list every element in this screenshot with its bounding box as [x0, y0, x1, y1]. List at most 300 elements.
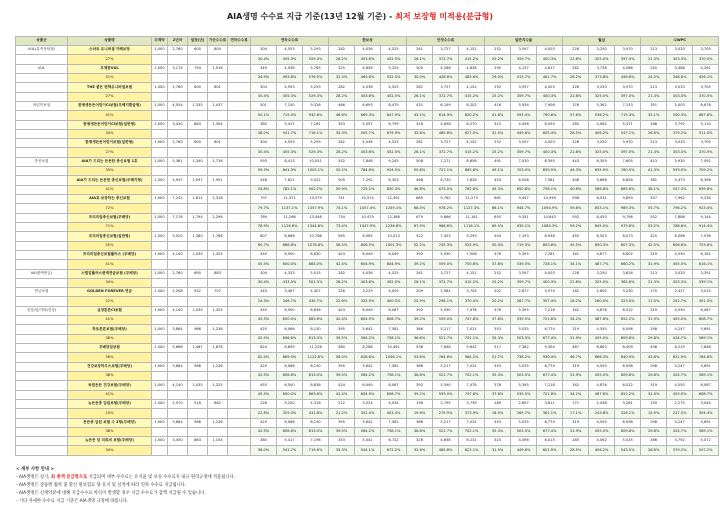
value-cell: 600 — [188, 83, 208, 92]
value-cell: 4,140 — [168, 306, 188, 315]
value-cell: 806.7% — [381, 316, 407, 325]
value-cell: 60.7% — [251, 241, 277, 250]
value-cell: 372.7% — [433, 55, 459, 64]
value-cell: 1,916 — [208, 64, 228, 73]
value-cell — [188, 222, 208, 231]
value-cell: 639.8% — [693, 185, 719, 194]
value-cell: 303.3% — [667, 55, 693, 64]
value-cell: 346.7% — [277, 297, 303, 306]
value-cell: 2,760 — [168, 46, 188, 55]
product-cell: 한평생든든어린이CI보험(일반형) — [68, 120, 152, 129]
value-cell: 801 — [208, 83, 228, 92]
value-cell: 517 — [485, 344, 511, 353]
value-cell: 1,000 — [152, 101, 168, 110]
value-cell: 3,864 — [168, 418, 188, 427]
value-cell: 715.3% — [615, 111, 641, 120]
value-cell: 8,479 — [381, 101, 407, 110]
value-cell: 703.0% — [511, 167, 537, 176]
value-cell: 5,642 — [355, 362, 381, 371]
value-cell: 325.0% — [589, 92, 615, 101]
value-cell: 7,848 — [355, 157, 381, 166]
value-cell: 37.8% — [485, 316, 511, 325]
value-cell: 3,033 — [667, 83, 693, 92]
value-cell: 4,876 — [589, 306, 615, 315]
value-cell — [152, 297, 168, 306]
page-title: AIA생명 수수료 지급 기준(13년 12월 기준) - 최저 보장형 미적용(분급형) — [226, 12, 494, 21]
value-cell: 966 — [188, 418, 208, 427]
value-cell: 366 — [407, 362, 433, 371]
value-cell: 501 — [251, 101, 277, 110]
value-cell: 796.2% — [667, 204, 693, 213]
value-cell: 3,574 — [537, 288, 563, 297]
value-cell: 353 — [485, 325, 511, 334]
value-cell: 8,130 — [303, 325, 329, 334]
value-cell: 46.6% — [329, 111, 355, 120]
value-cell: 279.5% — [433, 409, 459, 418]
value-cell: 28.2% — [329, 55, 355, 64]
value-cell: 209 — [407, 288, 433, 297]
value-cell: 24.5% — [641, 73, 667, 82]
value-cell: 727.1% — [433, 167, 459, 176]
value-cell: 9,144 — [693, 213, 719, 222]
value-cell: 1357.9% — [303, 204, 329, 213]
value-cell: 650.0% — [277, 316, 303, 325]
value-cell — [228, 129, 251, 138]
product-cell: 41% — [68, 185, 152, 194]
value-cell: 455.0% — [589, 334, 615, 343]
value-cell: 788.6% — [667, 222, 693, 231]
value-cell: 6,500 — [277, 306, 303, 315]
category-cell: 어린이보험 — [16, 101, 68, 110]
value-cell: 12,368 — [381, 213, 407, 222]
value-cell: 431 — [407, 101, 433, 110]
table-header-cell: 가산수수료 — [208, 37, 228, 46]
value-cell: 465.8% — [355, 73, 381, 82]
value-cell: 6,049 — [355, 306, 381, 315]
value-cell: 42.5% — [251, 334, 277, 343]
value-cell: 503.5% — [511, 427, 537, 436]
value-cell: 413.7% — [511, 73, 537, 82]
value-cell: 31.9% — [641, 260, 667, 269]
value-cell — [188, 297, 208, 306]
value-cell: 758.1% — [381, 334, 407, 343]
value-cell — [228, 55, 251, 64]
value-cell: 79.7% — [251, 204, 277, 213]
value-cell — [228, 362, 251, 371]
value-cell: 539.5% — [511, 260, 537, 269]
value-cell — [168, 222, 188, 231]
value-cell: 764.8% — [433, 353, 459, 362]
value-cell — [228, 260, 251, 269]
value-cell: 1,000 — [152, 83, 168, 92]
product-cell: AIA로 보장하는 종신보험 — [68, 195, 152, 204]
value-cell: 339.1% — [693, 278, 719, 287]
value-cell — [228, 297, 251, 306]
value-cell — [188, 278, 208, 287]
value-cell: 650.0% — [277, 390, 303, 399]
value-cell: 586.8% — [589, 185, 615, 194]
category-cell — [16, 399, 68, 408]
value-cell: 10,479 — [355, 213, 381, 222]
table-header-cell: 상품명 — [68, 37, 152, 46]
value-cell: 650.0% — [277, 260, 303, 269]
value-cell: 4,036 — [355, 139, 381, 148]
value-cell: 1,304 — [208, 120, 228, 129]
value-cell: 35.3% — [485, 427, 511, 436]
value-cell: 925.9% — [459, 241, 485, 250]
note-text: - AIA생명은 신계약분에 대해 지급수수료 차익이 발생할 경우 지급 수수료가 감액 지급될 수 있습니다. — [16, 491, 206, 496]
value-cell: 353 — [485, 362, 511, 371]
value-cell: 5,362 — [589, 101, 615, 110]
value-cell: 3,792 — [667, 120, 693, 129]
value-cell: 17.1% — [563, 409, 589, 418]
value-cell: 465.8% — [433, 129, 459, 138]
value-cell: 660.2% — [615, 260, 641, 269]
value-cell: 7,478 — [459, 381, 485, 390]
value-cell: 298 — [641, 325, 667, 334]
value-cell — [228, 446, 251, 456]
value-cell — [168, 316, 188, 325]
value-cell: 282 — [329, 269, 355, 278]
value-cell: 883 — [208, 269, 228, 278]
value-cell: 1,000 — [152, 157, 168, 166]
value-cell: 623.1% — [459, 446, 485, 456]
value-cell: 1,325 — [208, 306, 228, 315]
value-cell: 45.5% — [251, 260, 277, 269]
value-cell — [168, 241, 188, 250]
value-cell: 37.8% — [485, 390, 511, 399]
value-cell: 26.1% — [407, 92, 433, 101]
value-cell: 372.7% — [433, 92, 459, 101]
value-cell: 8,658 — [459, 157, 485, 166]
value-cell: 839.5% — [537, 167, 563, 176]
value-cell: 989.3% — [615, 204, 641, 213]
value-cell: 6,663 — [589, 344, 615, 353]
value-cell: 359.7% — [511, 148, 537, 157]
value-cell: 34.2% — [563, 390, 589, 399]
value-cell — [228, 250, 251, 259]
value-cell: 1,236 — [208, 362, 228, 371]
product-cell: AIA가 드리는 든든한 종신보험 1호 — [68, 157, 152, 166]
value-cell: 7,292 — [355, 176, 381, 185]
value-cell: 4,658 — [433, 437, 459, 446]
value-cell: 6,098 — [615, 418, 641, 427]
value-cell: 2,427 — [667, 288, 693, 297]
value-cell: 529.3% — [303, 92, 329, 101]
value-cell — [228, 101, 251, 110]
value-cell: 2,981 — [433, 288, 459, 297]
value-cell: 1249.1% — [381, 204, 407, 213]
value-cell: 5,417 — [277, 120, 303, 129]
value-cell: 7,478 — [459, 306, 485, 315]
value-cell: 7,241 — [168, 195, 188, 204]
value-cell: 709.2% — [693, 167, 719, 176]
value-cell: 7,030 — [511, 157, 537, 166]
value-cell: 1,340 — [188, 157, 208, 166]
value-cell: 593.4% — [511, 111, 537, 120]
value-cell: 505.7% — [355, 129, 381, 138]
value-cell: 304 — [251, 46, 277, 55]
value-cell: 487.6% — [589, 390, 615, 399]
table-row — [16, 325, 719, 334]
value-cell: 1,000 — [152, 195, 168, 204]
value-cell: 298 — [641, 418, 667, 427]
value-cell: 243 — [251, 288, 277, 297]
value-cell: 2,208 — [168, 288, 188, 297]
table-row — [16, 409, 719, 418]
value-cell: 319 — [563, 362, 589, 371]
value-cell: 840.9% — [615, 353, 641, 362]
value-cell: 702.1% — [459, 427, 485, 436]
value-cell: 738.2% — [511, 353, 537, 362]
value-cell: 6,500 — [277, 381, 303, 390]
value-cell: 5,395 — [511, 306, 537, 315]
value-cell: 789 — [251, 213, 277, 222]
table-row — [16, 204, 719, 213]
value-cell: 6,602 — [615, 250, 641, 259]
value-cell: 20.2% — [485, 297, 511, 306]
value-cell: 304 — [251, 139, 277, 148]
category-cell — [16, 381, 68, 390]
value-cell: 923.4% — [693, 204, 719, 213]
value-cell: 536 — [407, 344, 433, 353]
value-cell: 9,666 — [433, 213, 459, 222]
value-cell — [168, 148, 188, 157]
value-cell: 266 — [641, 437, 667, 446]
value-cell: 426.1% — [693, 73, 719, 82]
value-cell: 323.0% — [615, 297, 641, 306]
product-cell: GOLDEN FOREVER 연금 — [68, 288, 152, 297]
value-cell: 750.6% — [459, 260, 485, 269]
value-cell: 966.6% — [433, 222, 459, 231]
value-cell: 679.9% — [381, 129, 407, 138]
value-cell — [228, 157, 251, 166]
value-cell — [228, 204, 251, 213]
value-cell: 466 — [329, 101, 355, 110]
value-cell: 552 — [188, 288, 208, 297]
value-cell: 315 — [485, 120, 511, 129]
value-cell: 8,073 — [615, 232, 641, 241]
value-cell: 707 — [208, 288, 228, 297]
value-cell: 1236.8% — [381, 222, 407, 231]
value-cell: 593 — [251, 157, 277, 166]
table-row — [16, 185, 719, 194]
value-cell: 6,066 — [277, 418, 303, 427]
value-cell — [152, 371, 168, 380]
value-cell: 9,762 — [433, 195, 459, 204]
value-cell: 5,435 — [615, 437, 641, 446]
value-cell: 261 — [407, 269, 433, 278]
value-cell: 12,491 — [381, 195, 407, 204]
value-cell: 300 — [407, 64, 433, 73]
value-cell: 3,015 — [693, 288, 719, 297]
value-cell: 1,035 — [188, 250, 208, 259]
value-cell: 55.7% — [641, 204, 667, 213]
value-cell: 415.2% — [459, 278, 485, 287]
value-cell — [228, 427, 251, 436]
value-cell: 31.9% — [641, 390, 667, 399]
value-cell: 541.7% — [277, 129, 303, 138]
value-cell: 661 — [485, 195, 511, 204]
value-cell: 45.5% — [251, 316, 277, 325]
category-cell — [16, 185, 68, 194]
value-cell: 3,229 — [355, 288, 381, 297]
value-cell: 319 — [641, 306, 667, 315]
value-cell: 17.0% — [641, 297, 667, 306]
value-cell: 6,161 — [693, 250, 719, 259]
value-cell — [208, 353, 228, 362]
value-cell: 22.8% — [563, 148, 589, 157]
value-cell: 559.0% — [433, 260, 459, 269]
value-cell — [188, 371, 208, 380]
value-cell: 21.3% — [641, 55, 667, 64]
value-cell: 9,447 — [511, 195, 537, 204]
value-cell — [152, 148, 168, 157]
value-cell: 565 — [329, 232, 355, 241]
value-cell: 5,217 — [433, 418, 459, 427]
value-cell: 5,110 — [693, 120, 719, 129]
value-cell: 31.9% — [563, 334, 589, 343]
product-cell: 27% — [68, 92, 152, 101]
value-cell: 1094.9% — [537, 204, 563, 213]
value-cell: 600 — [188, 46, 208, 55]
value-cell: 282 — [329, 46, 355, 55]
value-cell: 1047.9% — [355, 222, 381, 231]
value-cell: 1,000 — [152, 418, 168, 427]
value-cell — [168, 73, 188, 82]
product-cell: 한평생든든어린이보험(일반형) — [68, 139, 152, 148]
value-cell: 3,705 — [693, 139, 719, 148]
value-cell: 35.3% — [485, 334, 511, 343]
value-cell: 493.8% — [277, 73, 303, 82]
value-cell: 4,550 — [667, 381, 693, 390]
value-cell: 20.9% — [407, 297, 433, 306]
value-cell: 182 — [563, 288, 589, 297]
table-row — [16, 446, 719, 456]
value-cell: 5,668 — [168, 344, 188, 353]
value-cell: 800 — [208, 46, 228, 55]
value-cell: 304 — [251, 269, 277, 278]
value-cell — [208, 446, 228, 456]
category-cell — [16, 222, 68, 231]
value-cell: 677.4% — [537, 334, 563, 343]
value-cell: 325 — [329, 64, 355, 73]
value-cell: 500.3% — [667, 111, 693, 120]
value-cell: 22.8% — [563, 278, 589, 287]
value-cell: 511.0% — [693, 129, 719, 138]
value-cell: 1,000 — [152, 120, 168, 129]
table-row — [16, 381, 719, 390]
value-cell: 55.2% — [329, 167, 355, 176]
value-cell — [228, 269, 251, 278]
note-line — [16, 482, 706, 490]
value-cell: 400.5% — [381, 297, 407, 306]
value-cell: 32.6% — [407, 129, 433, 138]
value-cell — [188, 148, 208, 157]
value-cell: 4,333 — [277, 269, 303, 278]
value-cell: 455.0% — [667, 260, 693, 269]
value-cell: 213 — [641, 46, 667, 55]
table-row — [16, 344, 719, 353]
value-cell: 5,691 — [693, 325, 719, 334]
value-cell — [228, 167, 251, 176]
value-cell: 9,234 — [693, 195, 719, 204]
value-cell: 7,886 — [667, 213, 693, 222]
value-cell — [168, 260, 188, 269]
value-cell — [228, 316, 251, 325]
value-cell: 290 — [485, 64, 511, 73]
value-cell: 28.2% — [329, 278, 355, 287]
table-row — [16, 176, 719, 185]
value-cell: 9,351 — [511, 213, 537, 222]
table-row — [16, 111, 719, 120]
value-cell: 7,605 — [615, 157, 641, 166]
value-cell: 213 — [641, 83, 667, 92]
value-cell: 4,152 — [459, 269, 485, 278]
value-cell: 6,270 — [459, 120, 485, 129]
product-cell: 41% — [68, 260, 152, 269]
value-cell: 13,446 — [303, 213, 329, 222]
value-cell: 7,962 — [667, 195, 693, 204]
value-cell: 784.8% — [355, 167, 381, 176]
value-cell: 357.4% — [537, 297, 563, 306]
value-cell — [208, 111, 228, 120]
value-cell: 758.1% — [537, 185, 563, 194]
value-cell: 3,450 — [168, 437, 188, 446]
value-cell: 504.1% — [355, 446, 381, 456]
value-cell: 3,250 — [277, 399, 303, 408]
value-cell: 5,035 — [511, 362, 537, 371]
value-cell: 976.2% — [433, 204, 459, 213]
value-cell: 5,217 — [433, 362, 459, 371]
value-cell: 31.9% — [563, 427, 589, 436]
note-text: - 기타 자세한 수수료 지급 기준은 AIA생명 규정에 따릅니다. — [16, 499, 129, 504]
product-cell: AIA가 드리는 든든한 종신보험(무해지형) — [68, 176, 152, 185]
value-cell: 196 — [407, 399, 433, 408]
value-cell: 5,417 — [277, 437, 303, 446]
product-cell: 41% — [68, 390, 152, 399]
value-cell: 18.2% — [563, 297, 589, 306]
value-cell: 465.8% — [433, 446, 459, 456]
table-header-row — [16, 37, 719, 46]
value-cell — [208, 316, 228, 325]
product-cell: 프리미엄종신보험(일반형) — [68, 232, 152, 241]
value-cell: 1057.4% — [355, 204, 381, 213]
value-cell: 7,581 — [381, 325, 407, 334]
value-cell: 2,760 — [168, 139, 188, 148]
value-cell: 325.0% — [589, 278, 615, 287]
value-cell: 8,067 — [381, 381, 407, 390]
value-cell: 8,636 — [303, 306, 329, 315]
value-cell — [188, 167, 208, 176]
value-cell: 202 — [485, 288, 511, 297]
value-cell: 285 — [563, 120, 589, 129]
value-cell: 6,219 — [667, 344, 693, 353]
value-cell: 758.1% — [381, 371, 407, 380]
value-cell — [188, 55, 208, 64]
value-cell: 5,395 — [511, 381, 537, 390]
value-cell: 2,296 — [208, 213, 228, 222]
value-cell: 820.2% — [459, 111, 485, 120]
value-cell: 10,461 — [381, 344, 407, 353]
category-cell — [16, 316, 68, 325]
value-cell: 8,938 — [537, 232, 563, 241]
notes-title: < 세부 사항 안내 > — [16, 467, 55, 472]
value-cell: 5,003 — [667, 101, 693, 110]
value-cell: 4,003 — [537, 46, 563, 55]
value-cell: 34.1% — [563, 260, 589, 269]
product-cell: 51% — [68, 73, 152, 82]
